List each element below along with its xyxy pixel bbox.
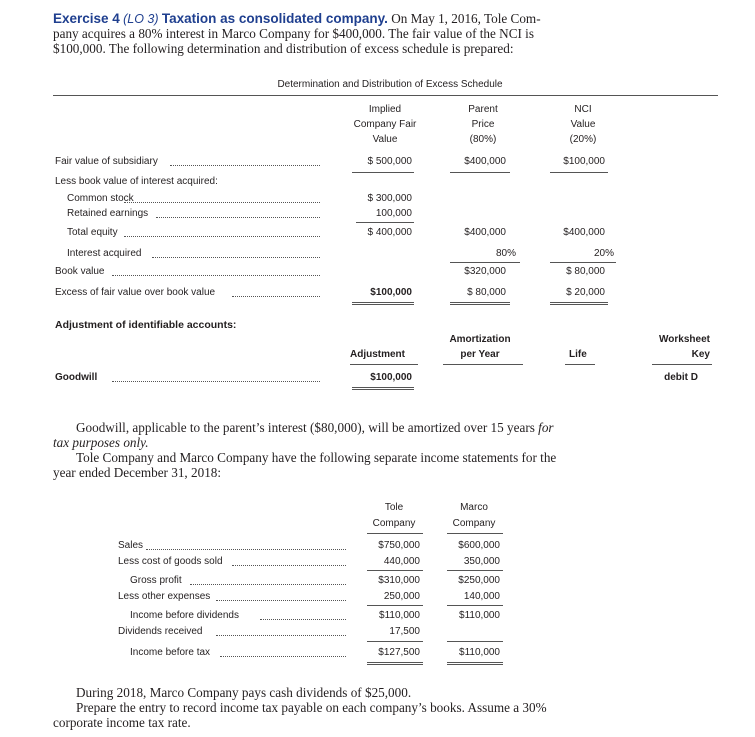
schedule-nci-value: $400,000 <box>563 227 605 238</box>
intro-text-3: $100,000. The following determination and distribution of excess schedule is prepared: <box>53 41 514 56</box>
adjustment-heading: Adjustment of identifiable accounts: <box>55 319 237 331</box>
closing-line3: corporate income tax rate. <box>53 715 191 730</box>
schedule-implied-value: $ 500,000 <box>367 156 412 167</box>
income-intro-line1: Tole Company and Marco Company have the following separate income statements for the <box>76 450 557 465</box>
schedule-implied-value: $100,000 <box>370 287 412 298</box>
income-tole-value: $750,000 <box>378 540 420 551</box>
schedule-parent-value: $ 80,000 <box>467 287 506 298</box>
income-marco-value: $600,000 <box>458 540 500 551</box>
closing-line1: During 2018, Marco Company pays cash dividends of $25,000. <box>76 685 412 700</box>
schedule-row-label: Retained earnings <box>67 208 149 219</box>
schedule-rule <box>53 95 718 96</box>
schedule-parent-value: $400,000 <box>464 156 506 167</box>
income-tole-value: 250,000 <box>383 591 420 602</box>
col-head-worksheet: Worksheet <box>659 334 710 345</box>
schedule-title: Determination and Distribution of Excess Schedule <box>277 79 503 90</box>
learning-objective: (LO 3) <box>123 12 159 26</box>
schedule-row-label: Less book value of interest acquired: <box>55 176 218 187</box>
col-head-life: Life <box>569 349 587 360</box>
income-marco-value: $110,000 <box>459 647 500 658</box>
schedule-nci-value: 20% <box>593 248 614 259</box>
exercise-intro-line1 <box>53 11 541 27</box>
income-tole-value: $110,000 <box>379 610 420 621</box>
intro-text-2: pany acquires a 80% interest in Marco Company for $400,000. The fair value of the NCI is <box>53 26 534 41</box>
schedule-nci-value: $ 80,000 <box>566 266 605 277</box>
col-head-tole: Tole Company <box>372 502 416 529</box>
col-head-adjustment: Adjustment <box>350 349 405 360</box>
intro-text-1: On May 1, 2016, Tole Com- <box>391 11 541 26</box>
schedule-nci-value: $ 20,000 <box>566 287 605 298</box>
goodwill-amount: $100,000 <box>370 372 412 383</box>
income-marco-value: $110,000 <box>459 610 500 621</box>
income-row-label: Sales <box>118 540 144 551</box>
income-tole-value: $127,500 <box>378 647 420 658</box>
schedule-parent-value: $320,000 <box>464 266 506 277</box>
schedule-implied-value: $ 400,000 <box>367 227 412 238</box>
schedule-parent-value: $400,000 <box>464 227 506 238</box>
goodwill-key: debit D <box>664 372 698 383</box>
goodwill-label: Goodwill <box>55 372 98 383</box>
exercise-label: Exercise 4 <box>53 11 120 26</box>
col-head-parent: Parent Price (80%) <box>468 104 498 145</box>
col-head-marco: Marco Company <box>452 502 496 529</box>
income-tole-value: $310,000 <box>378 575 420 586</box>
income-tole-value: 17,500 <box>389 626 420 637</box>
exercise-title: Taxation as consolidated company. <box>161 11 388 26</box>
income-row-label: Gross profit <box>130 575 182 586</box>
schedule-row-label: Common stock <box>67 193 134 204</box>
col-head-amortization: Amortization <box>449 334 511 345</box>
schedule-row-label: Interest acquired <box>67 248 142 259</box>
income-marco-value: 350,000 <box>463 556 500 567</box>
goodwill-paragraph-line1: Goodwill, applicable to the parent’s interest ($80,000), will be amortized over 15 years for <box>76 420 554 435</box>
schedule-parent-value: 80% <box>495 248 516 259</box>
income-row-label: Income before tax <box>130 647 211 658</box>
schedule-implied-value: $ 300,000 <box>367 193 412 204</box>
income-intro-line2: year ended December 31, 2018: <box>53 465 222 480</box>
income-row-label: Less other expenses <box>118 591 211 602</box>
col-head-key: Key <box>691 349 710 360</box>
income-marco-value: $250,000 <box>458 575 500 586</box>
schedule-row-label: Fair value of subsidiary <box>55 156 158 167</box>
schedule-row-label: Total equity <box>67 227 118 238</box>
col-head-implied: Implied Company Fair Value <box>353 104 417 145</box>
income-row-label: Dividends received <box>118 626 203 637</box>
schedule-implied-value: 100,000 <box>375 208 412 219</box>
closing-line2: Prepare the entry to record income tax payable on each company’s books. Assume a 30% <box>76 700 547 715</box>
schedule-nci-value: $100,000 <box>563 156 605 167</box>
schedule-row-label: Excess of fair value over book value <box>55 287 216 298</box>
schedule-row-label: Book value <box>55 266 105 277</box>
income-row-label: Less cost of goods sold <box>118 556 223 567</box>
income-marco-value: 140,000 <box>463 591 500 602</box>
col-head-per-year: per Year <box>460 349 500 360</box>
income-row-label: Income before dividends <box>130 610 239 621</box>
col-head-nci: NCI Value (20%) <box>569 104 597 145</box>
income-tole-value: 440,000 <box>383 556 420 567</box>
goodwill-paragraph-line2: tax purposes only. <box>53 435 149 450</box>
